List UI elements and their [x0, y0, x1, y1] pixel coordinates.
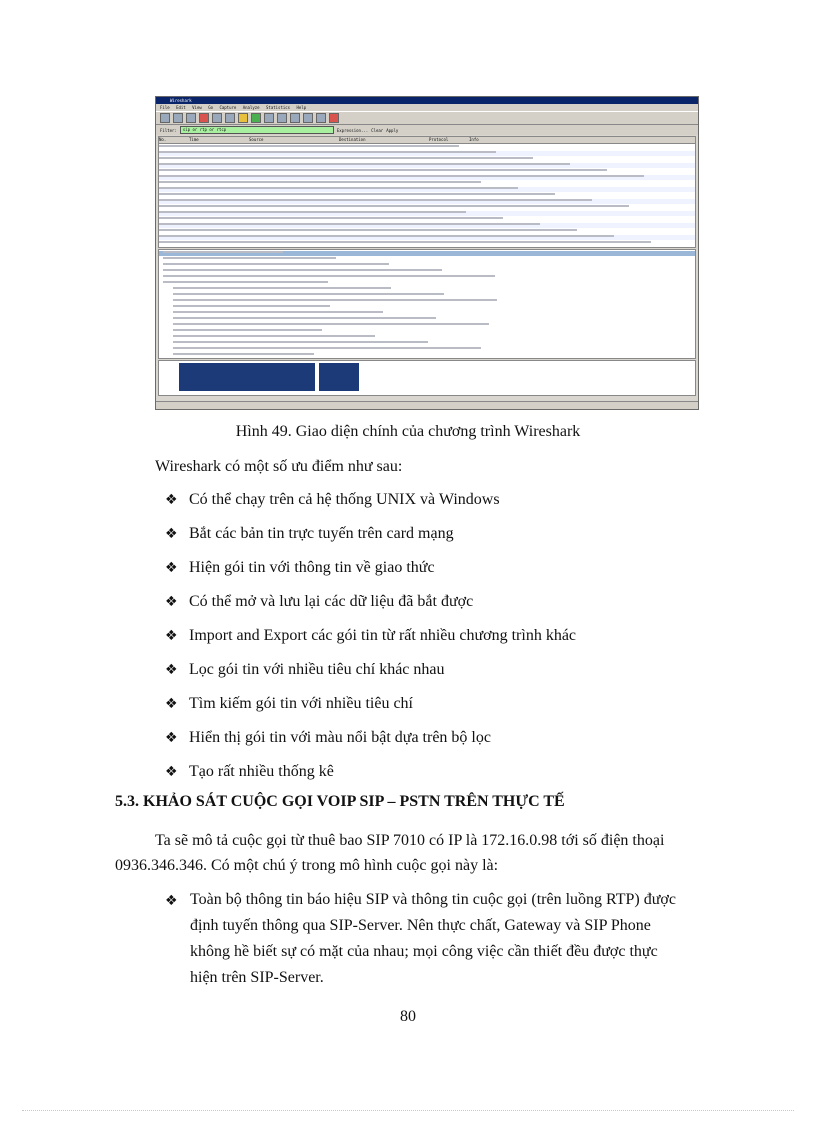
placeholder-text-line — [159, 229, 577, 231]
paragraph-line: 0936.346.346. Có một chú ý trong mô hình cuộc gọi này là: — [115, 857, 499, 874]
placeholder-text-line — [159, 181, 481, 183]
placeholder-text-line — [159, 217, 503, 219]
list-item: ❖ Tìm kiếm gói tin với nhiều tiêu chí — [165, 692, 576, 726]
list-item: ❖ Có thể mở và lưu lại các dữ liệu đã bắt được — [165, 590, 576, 624]
toolbar-icon — [251, 113, 261, 123]
diamond-bullet-icon: ❖ — [165, 662, 178, 678]
filter-clear-button: Clear — [371, 127, 384, 133]
toolbar-icon — [277, 113, 287, 123]
filter-apply-button: Apply — [386, 127, 399, 133]
list-item: ❖ Bắt các bản tin trực tuyến trên card mạng — [165, 522, 576, 556]
filter-expression-button: Expression... — [336, 127, 369, 133]
diamond-bullet-icon: ❖ — [165, 696, 178, 712]
packet-row-placeholder — [159, 229, 695, 234]
detail-row-placeholder — [159, 305, 695, 310]
section-heading: 5.3. KHẢO SÁT CUỘC GỌI VOIP SIP – PSTN TRÊN THỰC TẾ — [115, 793, 565, 810]
menu-item: Help — [296, 105, 307, 110]
packet-row-placeholder — [159, 205, 695, 210]
packet-row-placeholder — [159, 145, 695, 150]
detail-row-placeholder — [159, 269, 695, 274]
hex-dump-highlight — [179, 363, 315, 391]
page-number: 80 — [400, 1008, 416, 1025]
detail-row-placeholder — [159, 281, 695, 286]
placeholder-text-line — [173, 299, 497, 301]
toolbar-icon — [199, 113, 209, 123]
wireshark-screenshot — [155, 96, 699, 410]
detail-row-placeholder — [159, 299, 695, 304]
figure-caption: Hình 49. Giao diện chính của chương trình Wireshark — [235, 423, 581, 440]
filter-input: sip or rtp or rtcp — [180, 126, 334, 134]
placeholder-text-line — [173, 329, 322, 331]
placeholder-text-line — [173, 323, 489, 325]
intro-text: Wireshark có một số ưu điểm như sau: — [155, 458, 403, 475]
placeholder-text-line — [159, 199, 592, 201]
packet-list-header — [159, 137, 695, 144]
column-header: Info — [469, 137, 479, 142]
column-header: No. — [159, 137, 167, 142]
placeholder-text-line — [159, 193, 555, 195]
packet-row-placeholder — [159, 151, 695, 156]
list-item: ❖ Có thể chạy trên cả hệ thống UNIX và Windows — [165, 488, 576, 522]
packet-row-placeholder — [159, 235, 695, 240]
detail-row-placeholder — [159, 275, 695, 280]
placeholder-text-line — [173, 293, 444, 295]
toolbar-icon — [316, 113, 326, 123]
list-item: ❖ Import and Export các gói tin từ rất nhiều chương trình khác — [165, 624, 576, 658]
placeholder-text-line — [159, 163, 570, 165]
packet-row-placeholder — [159, 193, 695, 198]
column-header: Destination — [339, 137, 366, 142]
packet-details-pane — [158, 249, 696, 359]
menu-item: Edit — [176, 105, 186, 110]
placeholder-text-line — [159, 145, 459, 147]
detail-row-placeholder — [159, 287, 695, 292]
packet-list-pane — [158, 136, 696, 248]
detail-row-placeholder — [159, 311, 695, 316]
toolbar-icon — [173, 113, 183, 123]
placeholder-text-line — [173, 347, 481, 349]
packet-row-placeholder — [159, 175, 695, 180]
packet-row-placeholder — [159, 217, 695, 222]
toolbar-icon — [329, 113, 339, 123]
placeholder-text-line — [159, 151, 496, 153]
detail-row-placeholder — [159, 293, 695, 298]
diamond-bullet-icon: ❖ — [165, 893, 178, 909]
advantages-list — [165, 488, 576, 794]
detail-row-placeholder — [159, 347, 695, 352]
diamond-bullet-icon: ❖ — [165, 526, 178, 542]
toolbar-icon — [290, 113, 300, 123]
placeholder-text-line — [159, 211, 466, 213]
menu-item: View — [192, 105, 202, 110]
filter-bar — [156, 125, 698, 135]
placeholder-text-line — [163, 275, 495, 277]
placeholder-text-line — [173, 341, 428, 343]
detail-row-placeholder — [159, 341, 695, 346]
detail-row-placeholder — [159, 353, 695, 358]
toolbar-icon — [186, 113, 196, 123]
diamond-bullet-icon: ❖ — [165, 594, 178, 610]
toolbar-icon — [303, 113, 313, 123]
packet-row-placeholder — [159, 157, 695, 162]
packet-row-placeholder — [159, 247, 695, 248]
detail-row-placeholder — [159, 329, 695, 334]
packet-rows — [159, 145, 695, 248]
note-line: Toàn bộ thông tin báo hiệu SIP và thông tin cuộc gọi (trên luồng RTP) được — [190, 891, 676, 908]
status-bar — [156, 401, 698, 409]
diamond-bullet-icon: ❖ — [165, 764, 178, 780]
placeholder-text-line — [173, 353, 314, 355]
diamond-bullet-icon: ❖ — [165, 492, 178, 508]
note-line: định tuyến thông qua SIP-Server. Nên thực chất, Gateway và SIP Phone — [190, 917, 651, 934]
list-item: ❖ Lọc gói tin với nhiều tiêu chí khác nhau — [165, 658, 576, 692]
placeholder-text-line — [173, 335, 375, 337]
page-bottom-border — [22, 1110, 794, 1111]
detail-row-placeholder — [159, 335, 695, 340]
placeholder-text-line — [159, 205, 629, 207]
placeholder-text-line — [159, 247, 488, 248]
placeholder-text-line — [173, 317, 436, 319]
placeholder-text-line — [163, 269, 442, 271]
packet-row-placeholder — [159, 163, 695, 168]
window-titlebar: Wireshark — [156, 97, 698, 104]
detail-row-placeholder — [159, 263, 695, 268]
placeholder-text-line — [163, 263, 389, 265]
placeholder-text-line — [159, 169, 607, 171]
toolbar-icon — [238, 113, 248, 123]
packet-row-placeholder — [159, 241, 695, 246]
diamond-bullet-icon: ❖ — [165, 628, 178, 644]
placeholder-text-line — [159, 241, 651, 243]
toolbar-icon — [212, 113, 222, 123]
column-header: Time — [189, 137, 199, 142]
toolbar-icon — [264, 113, 274, 123]
list-item: ❖ Hiện gói tin với thông tin về giao thức — [165, 556, 576, 590]
toolbar-icon — [225, 113, 235, 123]
menu-item: Statistics — [266, 105, 291, 110]
paragraph-line: Ta sẽ mô tả cuộc gọi từ thuê bao SIP 7010 có IP là 172.16.0.98 tới số điện thoại — [155, 832, 665, 849]
list-item: ❖ Hiển thị gói tin với màu nổi bật dựa trên bộ lọc — [165, 726, 576, 760]
placeholder-text-line — [163, 281, 328, 283]
menu-bar — [156, 104, 698, 111]
filter-label: Filter: — [160, 127, 177, 133]
diamond-bullet-icon: ❖ — [165, 560, 178, 576]
menu-item: Go — [208, 105, 214, 110]
menu-item: Capture — [219, 105, 237, 110]
placeholder-text-line — [159, 187, 518, 189]
placeholder-text-line — [159, 223, 540, 225]
placeholder-text-line — [159, 157, 533, 159]
packet-row-placeholder — [159, 211, 695, 216]
column-header: Protocol — [429, 137, 449, 142]
detail-row-placeholder — [159, 323, 695, 328]
note-line: hiện trên SIP-Server. — [190, 969, 324, 986]
diamond-bullet-icon: ❖ — [165, 730, 178, 746]
toolbar — [156, 111, 698, 125]
detail-row-placeholder — [159, 251, 695, 256]
detail-row-placeholder — [159, 317, 695, 322]
packet-bytes-pane — [158, 360, 696, 396]
list-item: ❖ Tạo rất nhiều thống kê — [165, 760, 576, 794]
placeholder-text-line — [159, 235, 614, 237]
placeholder-text-line — [159, 175, 644, 177]
detail-row-placeholder — [159, 257, 695, 262]
ascii-dump-highlight — [319, 363, 359, 391]
menu-item: Analyze — [242, 105, 260, 110]
packet-row-placeholder — [159, 181, 695, 186]
placeholder-text-line — [173, 287, 391, 289]
menu-item: File — [160, 105, 170, 110]
column-header: Source — [249, 137, 264, 142]
note-line: không hề biết sự có mặt của nhau; mọi công việc cần thiết đều được thực — [190, 943, 658, 960]
placeholder-text-line — [163, 257, 336, 259]
placeholder-text-line — [173, 305, 330, 307]
packet-row-placeholder — [159, 169, 695, 174]
placeholder-text-line — [173, 311, 383, 313]
packet-row-placeholder — [159, 223, 695, 228]
toolbar-icon — [160, 113, 170, 123]
placeholder-text-line — [163, 251, 283, 253]
packet-row-placeholder — [159, 199, 695, 204]
packet-row-placeholder — [159, 187, 695, 192]
detail-rows — [159, 251, 695, 359]
